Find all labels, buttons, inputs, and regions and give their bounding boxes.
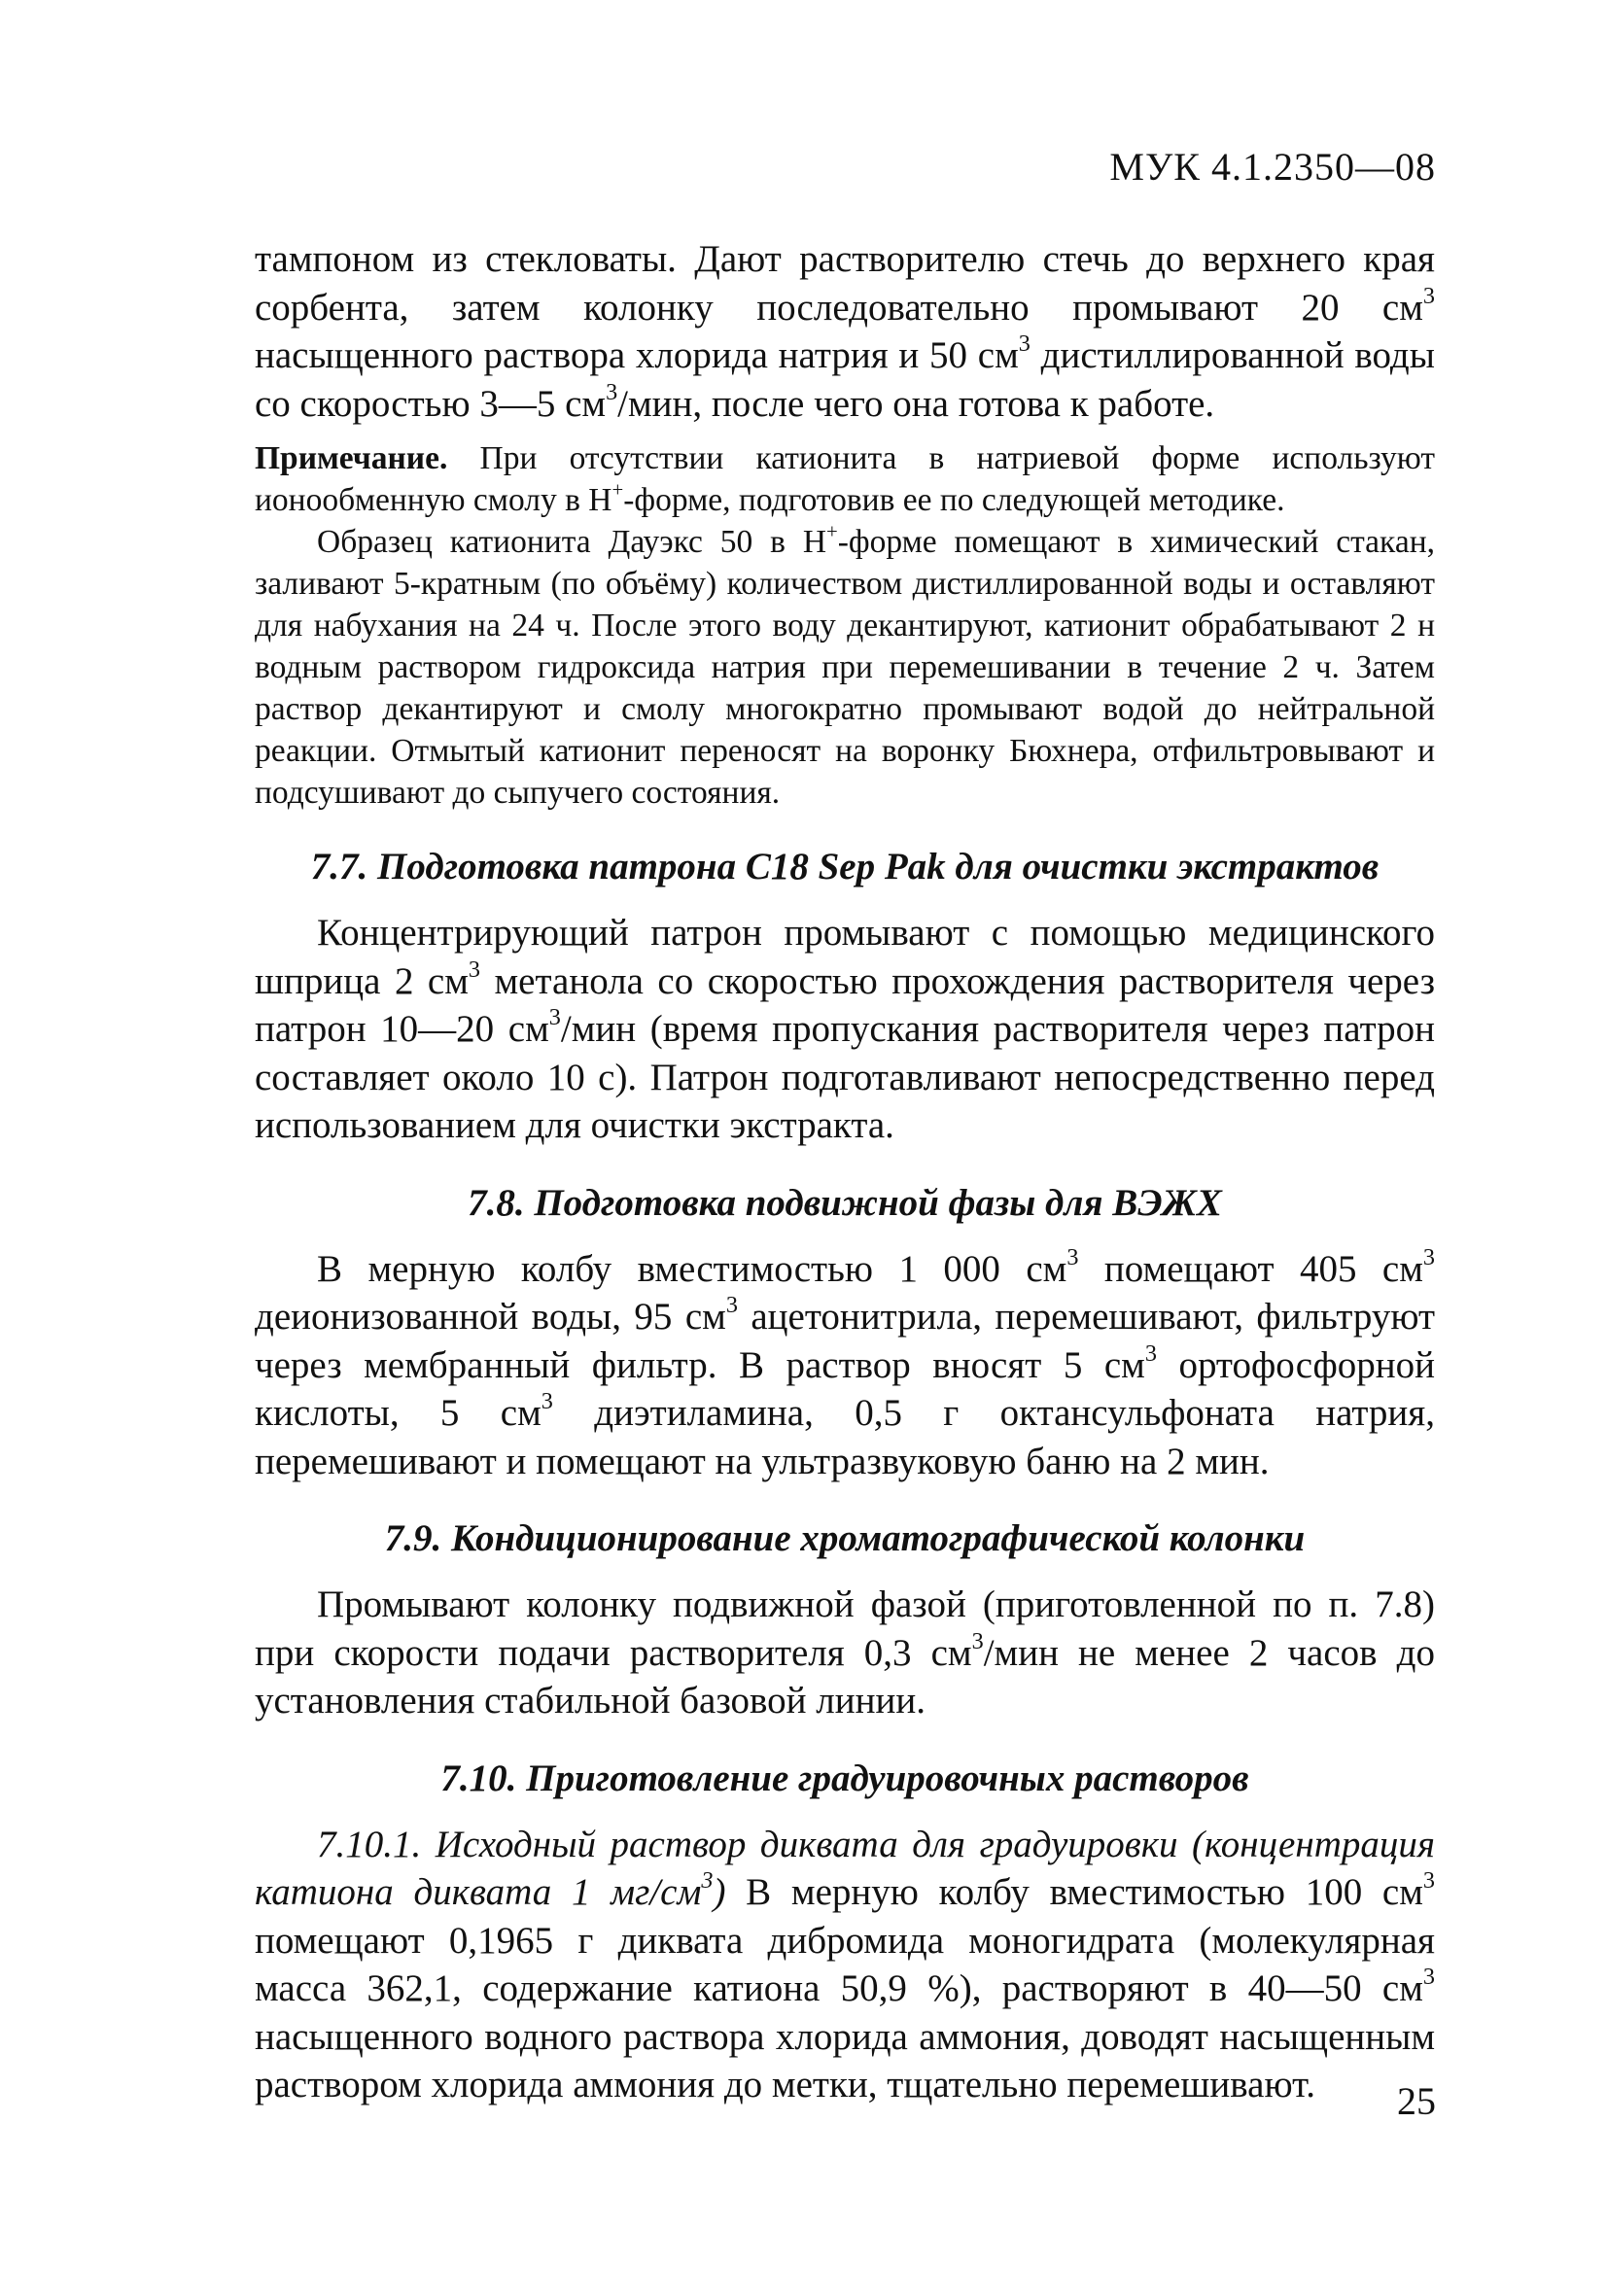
section-7-7-paragraph: Концентрирующий патрон промывают с помощью медицинского шприца 2 $см^3$ метанола со скоростью прохождения растворителя через патрон 10—20 $см^3$/мин (время пропускания растворителя через патрон составляет около 10 с). Патрон подготавливают непосредственно перед использованием для очистки экстракта. (255, 912, 1435, 1146)
note-method-paragraph: Образец катионита Дауэкс 50 в Н+-форме помещают в химический стакан, заливают 5-кратным (по объёму) количеством дистиллированной воды и оставляют для набухания на 24 ч. После этого воду декантируют, катионит обрабатывают 2 н водным раствором гидроксида натрия при перемешивании в течение 2 ч. Затем раствор декантируют и смолу многократно промывают водой до нейтральной реакции. Отмытый катионит переносят на воронку Бюхнера, отфильтровывают и подсушивают до сыпучего состояния. (255, 520, 1435, 811)
page-number: 25 (1397, 2079, 1436, 2123)
note-label: Примечание. (255, 440, 448, 476)
section-7-7-heading: 7.7. Подготовка патрона С18 Sep Pak для очистки экстрактов (310, 846, 1380, 887)
section-7-9-paragraph: Промывают колонку подвижной фазой (приготовленной по п. 7.8) при скорости подачи растворителя 0,3 $см^3$/мин не менее 2 часов до установления стабильной базовой линии. (255, 1583, 1435, 1722)
section-7-10-heading: 7.10. Приготовление градуировочных растворов (440, 1757, 1249, 1799)
document-code-header: МУК 4.1.2350—08 (1109, 145, 1436, 189)
document-body (255, 235, 1435, 2109)
section-7-9-heading: 7.9. Кондиционирование хроматографической колонки (384, 1517, 1306, 1559)
note-paragraph: Примечание. При отсутствии катионита в натриевой форме используют ионообменную смолу в Н+-форме, подготовив ее по следующей методике. (255, 440, 1435, 518)
section-7-10-1-paragraph: 7.10.1. Исходный раствор диквата для градуировки (концентрация катиона диквата 1 $мг/см^3$) В мерную колбу вместимостью 100 $см^3$ помещают 0,1965 г диквата дибромида моногидрата (молекулярная масса 362,1, содержание катиона 50,9 %), растворяют в 40—50 $см^3$ насыщенного водного раствора хлорида аммония, доводят насыщенным раствором хлорида аммония до метки, тщательно перемешивают. (255, 1823, 1435, 2105)
section-7-8-heading: 7.8. Подготовка подвижной фазы для ВЭЖХ (468, 1181, 1222, 1224)
intro-paragraph: тампоном из стекловаты. Дают растворителю стечь до верхнего края сорбента, затем колонку последовательно промывают 20 $см^3$ насыщенного раствора хлорида натрия и 50 $см^3$ дистиллированной воды со скоростью 3—5 $см^3$/мин, после чего она готова к работе. (255, 238, 1435, 425)
subsection-7-10-1-title: 7.10.1. Исходный раствор диквата для градуировки (концентрация катиона диквата 1 мг/см (255, 1823, 1435, 1913)
section-7-8-paragraph: В мерную колбу вместимостью 1 000 $см^3$ помещают 405 $см^3$ деионизованной воды, 95 $см^3$ ацетонитрила, перемешивают, фильтруют через мембранный фильтр. В раствор вносят 5 $см^3$ ортофосфорной кислоты, 5 $см^3$ диэтиламина, 0,5 г октансульфоната натрия, перемешивают и помещают на ультразвуковую баню на 2 мин. (255, 1243, 1435, 1482)
